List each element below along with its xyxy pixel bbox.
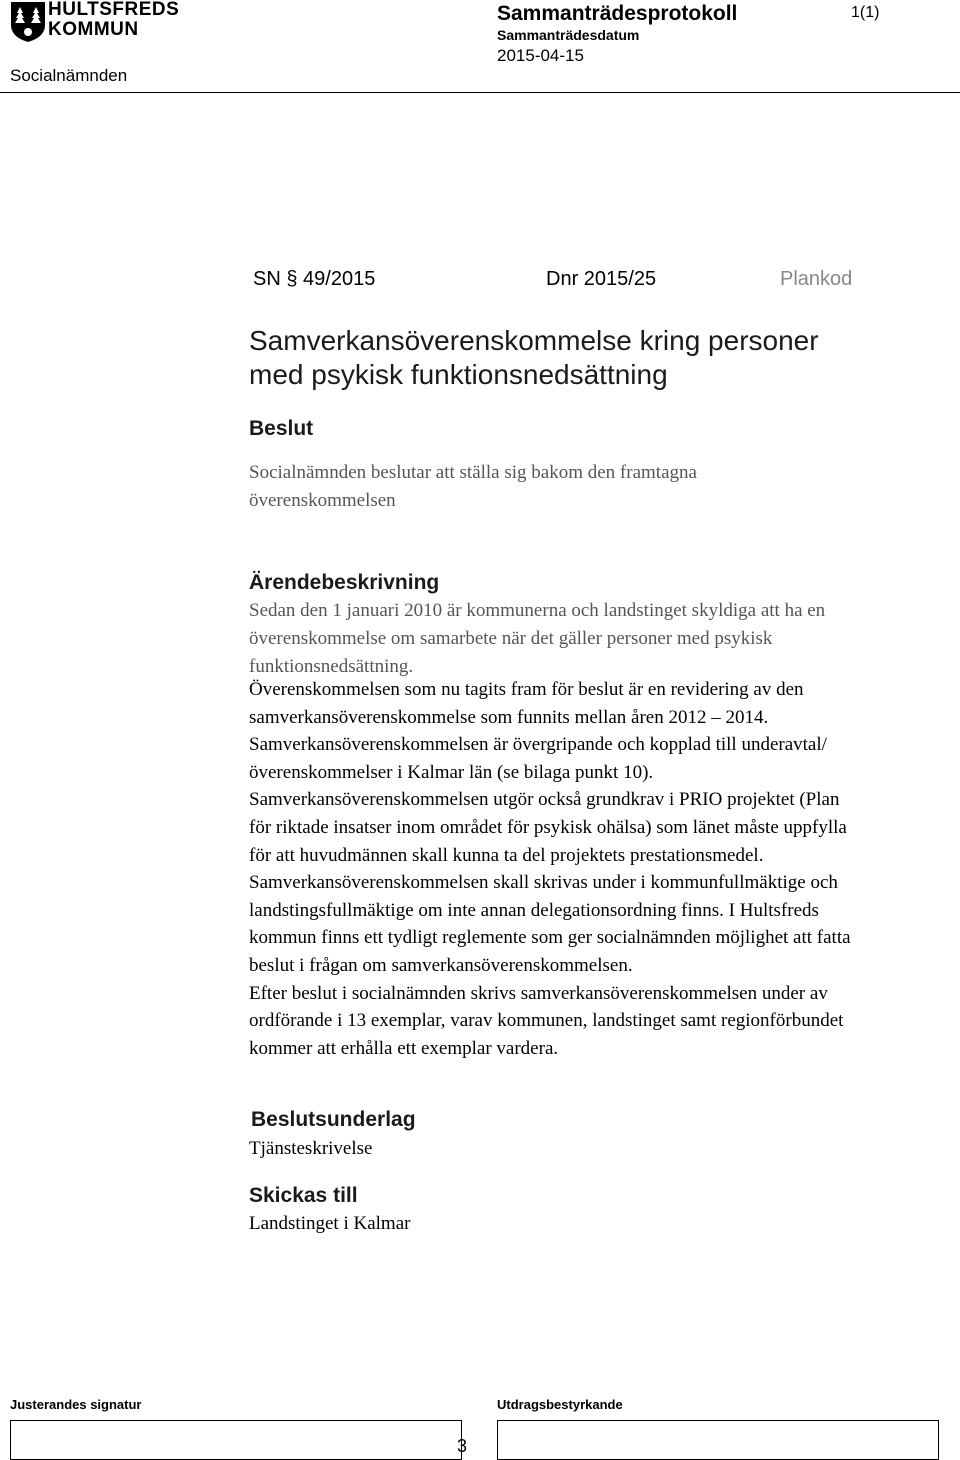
signature-box [10,1420,462,1460]
logo-line-2: KOMMUN [48,19,139,40]
body-line: för att huvudmännen skall kunna ta del projektets prestationsmedel. [249,844,764,866]
decision-basis-heading: Beslutsunderlag [251,1108,416,1131]
body-line: samverkansöverenskommelse som funnits mellan åren 2012 – 2014. [249,706,769,728]
body-line: Överenskommelsen som nu tagits fram för beslut är en revidering av den [249,679,804,700]
decision-line: överenskommelsen [249,490,396,511]
meeting-date-value: 2015-04-15 [497,46,584,65]
intro-line: överenskommelse om samarbete när det gäller personer med psykisk [249,628,773,649]
send-to-heading: Skickas till [249,1184,358,1207]
case-description-intro [249,597,939,681]
body-line: landstingsfullmäktige om inte annan delegationsordning finns. I Hultsfreds [249,899,819,921]
case-number: SN § 49/2015 [253,268,376,290]
meeting-date-label: Sammanträdesdatum [497,27,640,43]
document-title: Sammanträdesprotokoll [497,2,738,25]
logo-wordmark [48,0,179,40]
extract-certification-box [497,1420,939,1460]
body-line: Samverkansöverenskommelsen är övergripande och kopplad till underavtal/ [249,734,827,756]
body-line: kommun finns ett tydligt reglemente som ger socialnämnden möjlighet att fatta [249,927,851,949]
body-line: Efter beslut i socialnämnden skrivs samverkansöverenskommelsen under av [249,982,828,1004]
body-line: för riktade insatser inom området för psykisk ohälsa) som länet måste uppfylla [249,816,847,838]
body-line: beslut i frågan om samverkansöverenskommelsen. [249,954,633,976]
decision-basis-text: Tjänsteskrivelse [249,1138,373,1159]
signature-label: Justerandes signatur [10,1397,142,1412]
item-title-line: med psykisk funktionsnedsättning [249,359,668,390]
case-description-heading: Ärendebeskrivning [249,571,440,594]
body-line: Samverkansöverenskommelsen utgör också grundkrav i PRIO projektet (Plan [249,789,840,811]
municipality-logo [10,1,46,43]
body-line: ordförande i 13 exemplar, varav kommunen, landstinget samt regionförbundet [249,1010,844,1032]
item-title-line: Samverkansöverenskommelse kring personer [249,325,819,356]
extract-certification-label: Utdragsbestyrkande [497,1397,623,1412]
unit-name: Socialnämnden [10,66,128,85]
decision-text [249,459,939,515]
logo-line-1: HULTSFREDS [48,0,180,20]
intro-line: funktionsnedsättning. [249,656,414,677]
item-title [249,324,929,392]
body-line: Samverkansöverenskommelsen skall skrivas under i kommunfullmäktige och [249,872,838,894]
plan-code: Plankod [780,268,853,290]
page-count: 1(1) [851,4,880,21]
case-description-body [249,676,939,1062]
decision-line: Socialnämnden beslutar att ställa sig bakom den framtagna [249,462,697,483]
body-line: kommer att erhålla ett exemplar vardera. [249,1037,559,1059]
send-to-text: Landstinget i Kalmar [249,1213,411,1234]
decision-heading: Beslut [249,417,314,440]
diary-number: Dnr 2015/25 [546,268,657,290]
header-divider [0,92,960,93]
body-line: överenskommelser i Kalmar län (se bilaga punkt 10). [249,761,654,783]
intro-line: Sedan den 1 januari 2010 är kommunerna och landstinget skyldiga att ha en [249,600,826,621]
page-number: 3 [457,1436,468,1456]
